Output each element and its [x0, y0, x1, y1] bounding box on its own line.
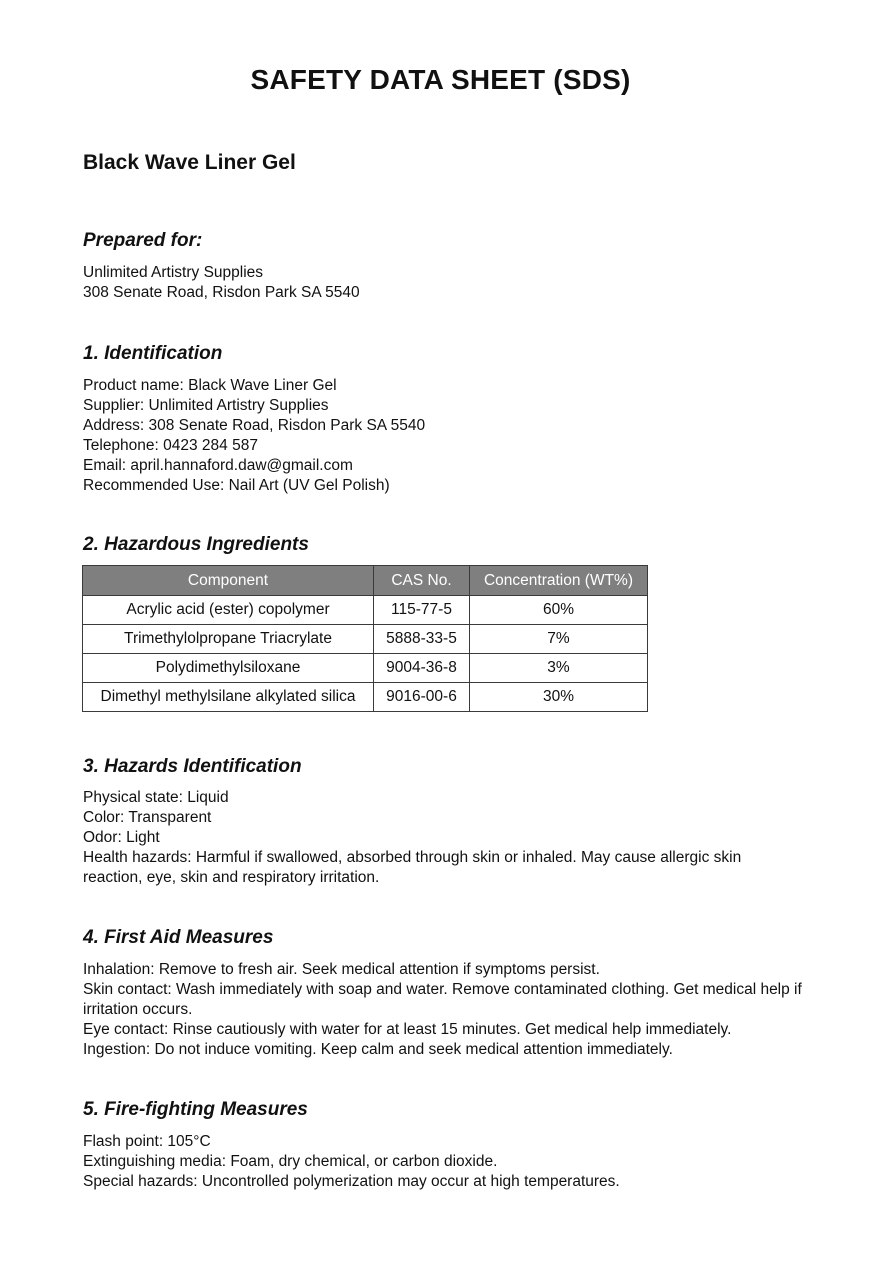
hazards-heading: 3. Hazards Identification — [83, 756, 302, 777]
identification-line: Email: april.hannaford.daw@gmail.com — [83, 457, 353, 474]
identification-line: Address: 308 Senate Road, Risdon Park SA 5540 — [83, 417, 426, 434]
component-cell: Acrylic acid (ester) copolymer — [83, 596, 374, 625]
table-row — [83, 654, 648, 683]
first-aid-line: Eye contact: Rinse cautiously with water for at least 15 minutes. Get medical help immediately. — [83, 1021, 732, 1038]
concentration-cell: 60% — [470, 596, 648, 625]
concentration-cell: 3% — [470, 654, 648, 683]
fire-fighting-line: Flash point: 105°C — [83, 1133, 211, 1150]
component-cell: Dimethyl methylsilane alkylated silica — [83, 683, 374, 712]
ingredients-heading: 2. Hazardous Ingredients — [83, 534, 309, 555]
identification-line: Recommended Use: Nail Art (UV Gel Polish) — [83, 477, 390, 494]
column-header-concentration: Concentration (WT%) — [470, 566, 648, 596]
column-header-component: Component — [83, 566, 374, 596]
concentration-cell: 7% — [470, 625, 648, 654]
cas-cell: 9016-00-6 — [374, 683, 470, 712]
fire-fighting-heading: 5. Fire-fighting Measures — [83, 1099, 308, 1120]
cas-cell: 115-77-5 — [374, 596, 470, 625]
first-aid-line: Skin contact: Wash immediately with soap and water. Remove contaminated clothing. Get medical help if irritation occurs. — [83, 981, 802, 1018]
hazards-line: Odor: Light — [83, 829, 160, 846]
concentration-cell: 30% — [470, 683, 648, 712]
cas-cell: 5888-33-5 — [374, 625, 470, 654]
prepared-for-block — [83, 263, 823, 303]
identification-block — [83, 376, 823, 496]
first-aid-block — [83, 960, 813, 1060]
prepared-for-line: Unlimited Artistry Supplies — [83, 264, 264, 281]
prepared-for-heading: Prepared for: — [83, 230, 203, 251]
cas-cell: 9004-36-8 — [374, 654, 470, 683]
table-header-row — [83, 566, 648, 596]
table-row — [83, 625, 648, 654]
product-title: Black Wave Liner Gel — [83, 151, 296, 174]
table-row — [83, 596, 648, 625]
hazards-line: Physical state: Liquid — [83, 789, 229, 806]
identification-line: Supplier: Unlimited Artistry Supplies — [83, 397, 329, 414]
component-cell: Trimethylolpropane Triacrylate — [83, 625, 374, 654]
component-cell: Polydimethylsiloxane — [83, 654, 374, 683]
table-row — [83, 683, 648, 712]
hazards-line: Health hazards: Harmful if swallowed, absorbed through skin or inhaled. May cause allergic skin reaction, eye, skin and respiratory irritation. — [83, 849, 742, 886]
ingredients-table — [82, 565, 648, 712]
document-title: SAFETY DATA SHEET (SDS) — [250, 64, 631, 95]
identification-heading: 1. Identification — [83, 343, 223, 364]
hazards-line: Color: Transparent — [83, 809, 212, 826]
fire-fighting-block — [83, 1132, 823, 1192]
column-header-cas: CAS No. — [374, 566, 470, 596]
first-aid-heading: 4. First Aid Measures — [83, 927, 274, 948]
hazards-block — [83, 788, 803, 888]
prepared-for-line: 308 Senate Road, Risdon Park SA 5540 — [83, 284, 360, 301]
fire-fighting-line: Special hazards: Uncontrolled polymerization may occur at high temperatures. — [83, 1173, 620, 1190]
first-aid-line: Ingestion: Do not induce vomiting. Keep calm and seek medical attention immediately. — [83, 1041, 673, 1058]
first-aid-line: Inhalation: Remove to fresh air. Seek medical attention if symptoms persist. — [83, 961, 600, 978]
identification-line: Telephone: 0423 284 587 — [83, 437, 258, 454]
fire-fighting-line: Extinguishing media: Foam, dry chemical, or carbon dioxide. — [83, 1153, 498, 1170]
identification-line: Product name: Black Wave Liner Gel — [83, 377, 337, 394]
